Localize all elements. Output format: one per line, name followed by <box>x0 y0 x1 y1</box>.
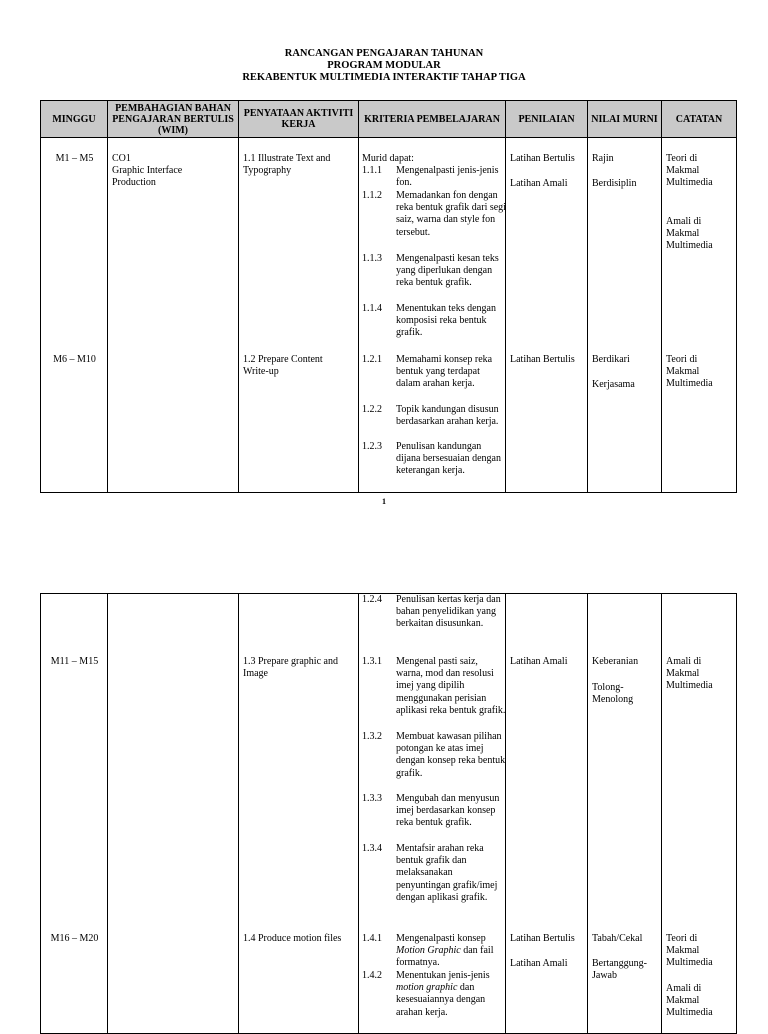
penilaian-item: Latihan Amali <box>510 178 568 189</box>
kriteria-number: 1.1.3 <box>362 253 382 264</box>
kriteria-number: 1.1.1 <box>362 165 382 176</box>
nilai-item: Keberanian <box>592 656 639 667</box>
title-line-1: RANCANGAN PENGAJARAN TAHUNAN <box>284 48 484 59</box>
penilaian-item: Latihan Bertulis <box>510 153 575 164</box>
header-kriteria: KRITERIA PEMBELAJARAN <box>359 101 506 138</box>
kriteria-text: Mengenalpasti kesan teks yang diperlukan dengan reka bentuk grafik. <box>396 253 499 289</box>
aktiviti-1-3: 1.3 Prepare graphic and Image <box>243 656 338 680</box>
nilai-item: Bertanggung-Jawab <box>592 958 647 982</box>
penilaian-item: Latihan Bertulis <box>510 933 575 944</box>
kriteria-text-part: Mengenalpasti konsep <box>396 933 486 944</box>
header-penyataan: PENYATAAN AKTIVITI KERJA <box>239 101 359 138</box>
kriteria-number: 1.3.3 <box>362 793 382 804</box>
minggu-cell <box>41 594 108 1034</box>
nilai-cell <box>588 594 662 1034</box>
kriteria-text-part: dan fail formatnya. <box>396 945 494 969</box>
catatan-item: Teori di Makmal Multimedia <box>666 354 713 390</box>
kriteria-cell <box>359 138 506 493</box>
penilaian-item: Latihan Amali <box>510 958 568 969</box>
kriteria-text <box>396 933 506 970</box>
minggu-m6-m10: M6 – M10 <box>53 354 96 365</box>
kriteria-number: 1.4.2 <box>362 970 382 981</box>
minggu-m11-m15: M11 – M15 <box>50 656 99 667</box>
kriteria-text: Membuat kawasan pilihan potongan ke atas imej dengan konsep reka bentuk grafik. <box>396 731 506 779</box>
penilaian-item: Latihan Bertulis <box>510 354 575 365</box>
kriteria-text: Mengubah dan menyusun imej berdasarkan konsep reka bentuk grafik. <box>396 793 500 829</box>
kriteria-text: Menentukan teks dengan komposisi reka bentuk grafik. <box>396 303 496 339</box>
nilai-item: Rajin <box>592 153 614 164</box>
kriteria-number: 1.1.4 <box>362 303 382 314</box>
rpt-table-page-1 <box>40 100 737 493</box>
aktiviti-1-4: 1.4 Produce motion files <box>243 933 342 944</box>
title-line-3: REKABENTUK MULTIMEDIA INTERAKTIF TAHAP TIGA <box>242 72 526 84</box>
kriteria-cell <box>359 594 506 1034</box>
kriteria-number: 1.3.4 <box>362 843 382 854</box>
wim-cell <box>108 594 239 1034</box>
kriteria-number: 1.2.4 <box>362 594 382 605</box>
kriteria-text: Memahami konsep reka bentuk yang terdapat dalam arahan kerja. <box>396 354 493 390</box>
aktiviti-1-1: 1.1 Illustrate Text and Typography <box>243 153 331 177</box>
wim-code: CO1 <box>112 153 131 164</box>
kriteria-text <box>396 970 506 1019</box>
kriteria-text: Penulisan kertas kerja dan bahan penyelidikan yang berkaitan disusunkan. <box>396 594 501 630</box>
penilaian-item: Latihan Amali <box>510 656 568 667</box>
table-header-row <box>41 101 737 138</box>
kriteria-number: 1.3.1 <box>362 656 382 667</box>
wim-title: Graphic Interface Production <box>112 165 183 189</box>
penilaian-cell <box>506 594 588 1034</box>
nilai-item: Tolong-Menolong <box>592 682 634 706</box>
catatan-item: Teori di Makmal Multimedia <box>666 153 713 189</box>
header-pembahagian: PEMBAHAGIAN BAHAN PENGAJARAN BERTULIS (WIM) <box>108 101 239 138</box>
kriteria-text: Mengenal pasti saiz, warna, mod dan resolusi imej yang dipilih menggunakan perisian aplikasi reka bentuk grafik. <box>396 656 506 716</box>
kriteria-text-italic: motion graphic <box>396 982 458 994</box>
kriteria-intro: Murid dapat: <box>362 153 414 164</box>
kriteria-text-part: dan kesesuaiannya dengan arahan kerja. <box>396 982 486 1018</box>
table-row <box>41 138 737 493</box>
aktiviti-1-2: 1.2 Prepare Content Write-up <box>243 354 323 378</box>
nilai-item: Berdikari <box>592 354 630 365</box>
catatan-item: Teori di Makmal Multimedia <box>666 933 713 969</box>
catatan-item: Amali di Makmal Multimedia <box>666 656 713 692</box>
kriteria-text-part: Menentukan jenis-jenis <box>396 970 490 981</box>
minggu-m16-m20: M16 – M20 <box>50 933 99 944</box>
header-minggu: MINGGU <box>41 101 108 138</box>
kriteria-number: 1.1.2 <box>362 190 382 201</box>
kriteria-text: Mentafsir arahan reka bentuk grafik dan melaksanakan penyuntingan grafik/imej dengan aplikasi grafik. <box>396 843 498 903</box>
penilaian-cell <box>506 138 588 493</box>
table-row <box>41 594 737 1034</box>
kriteria-text: Memadankan fon dengan reka bentuk grafik dari segi saiz, warna dan style fon tersebut. <box>396 190 506 238</box>
kriteria-number: 1.2.2 <box>362 404 382 415</box>
aktiviti-cell <box>239 594 359 1034</box>
kriteria-text: Topik kandungan disusun berdasarkan arahan kerja. <box>396 404 499 428</box>
kriteria-number: 1.2.1 <box>362 354 382 365</box>
catatan-item: Amali di Makmal Multimedia <box>666 216 713 252</box>
kriteria-number: 1.4.1 <box>362 933 382 944</box>
kriteria-text-italic: Motion Graphic <box>396 945 461 957</box>
page-number: 1 <box>382 497 386 506</box>
aktiviti-cell <box>239 138 359 493</box>
kriteria-number: 1.2.3 <box>362 441 382 452</box>
catatan-item: Amali di Makmal Multimedia <box>666 983 713 1019</box>
kriteria-text: Mengenalpasti jenis-jenis fon. <box>396 165 499 189</box>
minggu-cell <box>41 138 108 493</box>
nilai-cell <box>588 138 662 493</box>
header-penilaian: PENILAIAN <box>506 101 588 138</box>
kriteria-text: Penulisan kandungan dijana bersesuaian dengan keterangan kerja. <box>396 441 501 477</box>
catatan-cell <box>662 138 737 493</box>
minggu-m1-m5: M1 – M5 <box>55 153 94 164</box>
wim-cell <box>108 138 239 493</box>
document-title-block <box>0 48 768 84</box>
header-nilai: NILAI MURNI <box>588 101 662 138</box>
header-catatan: CATATAN <box>662 101 737 138</box>
title-line-2: PROGRAM MODULAR <box>327 60 441 72</box>
nilai-item: Berdisiplin <box>592 178 637 189</box>
rpt-table-page-2 <box>40 593 737 1034</box>
nilai-item: Kerjasama <box>592 379 635 390</box>
catatan-cell <box>662 594 737 1034</box>
nilai-item: Tabah/Cekal <box>592 933 643 944</box>
kriteria-number: 1.3.2 <box>362 731 382 742</box>
